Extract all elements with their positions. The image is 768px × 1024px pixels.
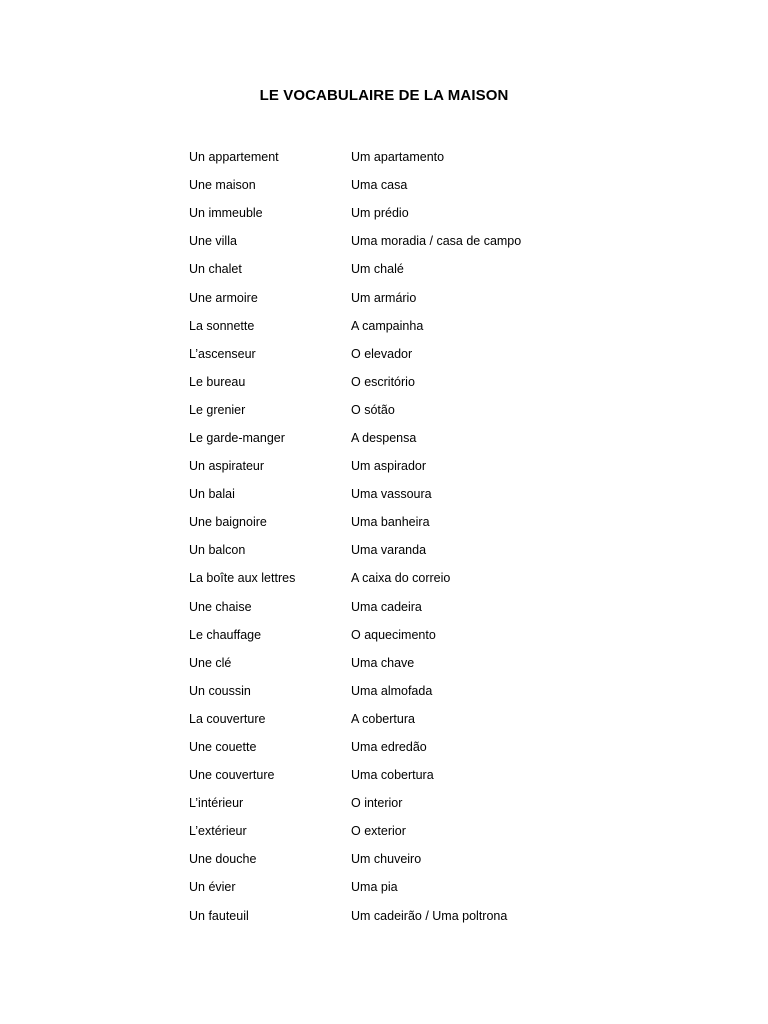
french-term: Une maison: [189, 178, 256, 193]
portuguese-term: Um prédio: [351, 206, 409, 221]
portuguese-term: A campainha: [351, 318, 424, 333]
french-term: Un balai: [189, 487, 235, 502]
vocab-row: [189, 817, 571, 845]
french-term: Une villa: [189, 234, 237, 249]
french-term: Un chalet: [189, 262, 242, 277]
vocabulary-list: [189, 143, 571, 930]
portuguese-term: A caixa do correio: [351, 571, 451, 586]
vocabulary-table: [189, 143, 571, 930]
french-term: L’ascenseur: [189, 346, 256, 361]
portuguese-term: Uma varanda: [351, 543, 427, 558]
vocab-row: [189, 340, 571, 368]
french-term: Le chauffage: [189, 627, 262, 642]
vocab-row: [189, 396, 571, 424]
vocab-row: [189, 424, 571, 452]
french-term: Un coussin: [189, 683, 251, 698]
page-title: LE VOCABULAIRE DE LA MAISON: [259, 87, 509, 104]
portuguese-term: Uma banheira: [351, 515, 430, 530]
vocab-row: [189, 143, 571, 171]
vocab-row: [189, 368, 571, 396]
french-term: Une douche: [189, 852, 257, 867]
french-term: Un balcon: [189, 543, 246, 558]
french-term: Un immeuble: [189, 206, 263, 221]
portuguese-term: Um chuveiro: [351, 852, 422, 867]
portuguese-term: A cobertura: [351, 711, 415, 726]
portuguese-term: O escritório: [351, 374, 415, 389]
portuguese-term: Uma almofada: [351, 683, 433, 698]
portuguese-term: Uma pia: [351, 880, 398, 895]
portuguese-term: Um armário: [351, 290, 417, 305]
french-term: Le grenier: [189, 402, 246, 417]
portuguese-term: Uma vassoura: [351, 487, 432, 502]
vocab-row: [189, 508, 571, 536]
portuguese-term: O elevador: [351, 346, 413, 361]
portuguese-term: Um aspirador: [351, 459, 427, 474]
portuguese-term: O interior: [351, 796, 403, 811]
french-term: Une couverture: [189, 768, 275, 783]
vocab-row: [189, 171, 571, 199]
portuguese-term: O aquecimento: [351, 627, 436, 642]
french-term: Une couette: [189, 740, 257, 755]
portuguese-term: O exterior: [351, 824, 406, 839]
french-term: Une armoire: [189, 290, 258, 305]
vocab-row: [189, 902, 571, 930]
vocab-row: [189, 593, 571, 621]
vocab-row: [189, 199, 571, 227]
vocab-row: [189, 452, 571, 480]
vocab-row: [189, 733, 571, 761]
french-term: La boîte aux lettres: [189, 571, 296, 586]
french-term: L’intérieur: [189, 796, 244, 811]
portuguese-term: O sótão: [351, 402, 395, 417]
french-term: Un aspirateur: [189, 459, 265, 474]
vocab-row: [189, 761, 571, 789]
french-term: Une clé: [189, 655, 232, 670]
portuguese-term: Uma cadeira: [351, 599, 422, 614]
vocab-row: [189, 283, 571, 311]
portuguese-term: Um chalé: [351, 262, 404, 277]
french-term: Une chaise: [189, 599, 252, 614]
vocab-row: [189, 649, 571, 677]
portuguese-term: Uma casa: [351, 178, 408, 193]
french-term: La sonnette: [189, 318, 255, 333]
vocab-row: [189, 705, 571, 733]
french-term: Un évier: [189, 880, 236, 895]
portuguese-term: Uma cobertura: [351, 768, 434, 783]
french-term: Un appartement: [189, 150, 279, 165]
french-term: Le bureau: [189, 374, 246, 389]
portuguese-term: A despensa: [351, 430, 417, 445]
vocab-row: [189, 255, 571, 283]
vocab-row: [189, 677, 571, 705]
vocab-row: [189, 312, 571, 340]
french-term: La couverture: [189, 711, 266, 726]
vocab-row: [189, 621, 571, 649]
french-term: Une baignoire: [189, 515, 267, 530]
vocab-row: [189, 480, 571, 508]
vocab-row: [189, 227, 571, 255]
vocab-row: [189, 845, 571, 873]
vocab-row: [189, 564, 571, 592]
vocab-row: [189, 789, 571, 817]
vocab-row: [189, 873, 571, 901]
portuguese-term: Uma chave: [351, 655, 415, 670]
portuguese-term: Um cadeirão / Uma poltrona: [351, 908, 508, 923]
french-term: Le garde-manger: [189, 430, 285, 445]
portuguese-term: Uma edredão: [351, 740, 427, 755]
portuguese-term: Uma moradia / casa de campo: [351, 234, 522, 249]
french-term: L’extérieur: [189, 824, 247, 839]
french-term: Un fauteuil: [189, 908, 249, 923]
portuguese-term: Um apartamento: [351, 150, 445, 165]
vocab-row: [189, 536, 571, 564]
